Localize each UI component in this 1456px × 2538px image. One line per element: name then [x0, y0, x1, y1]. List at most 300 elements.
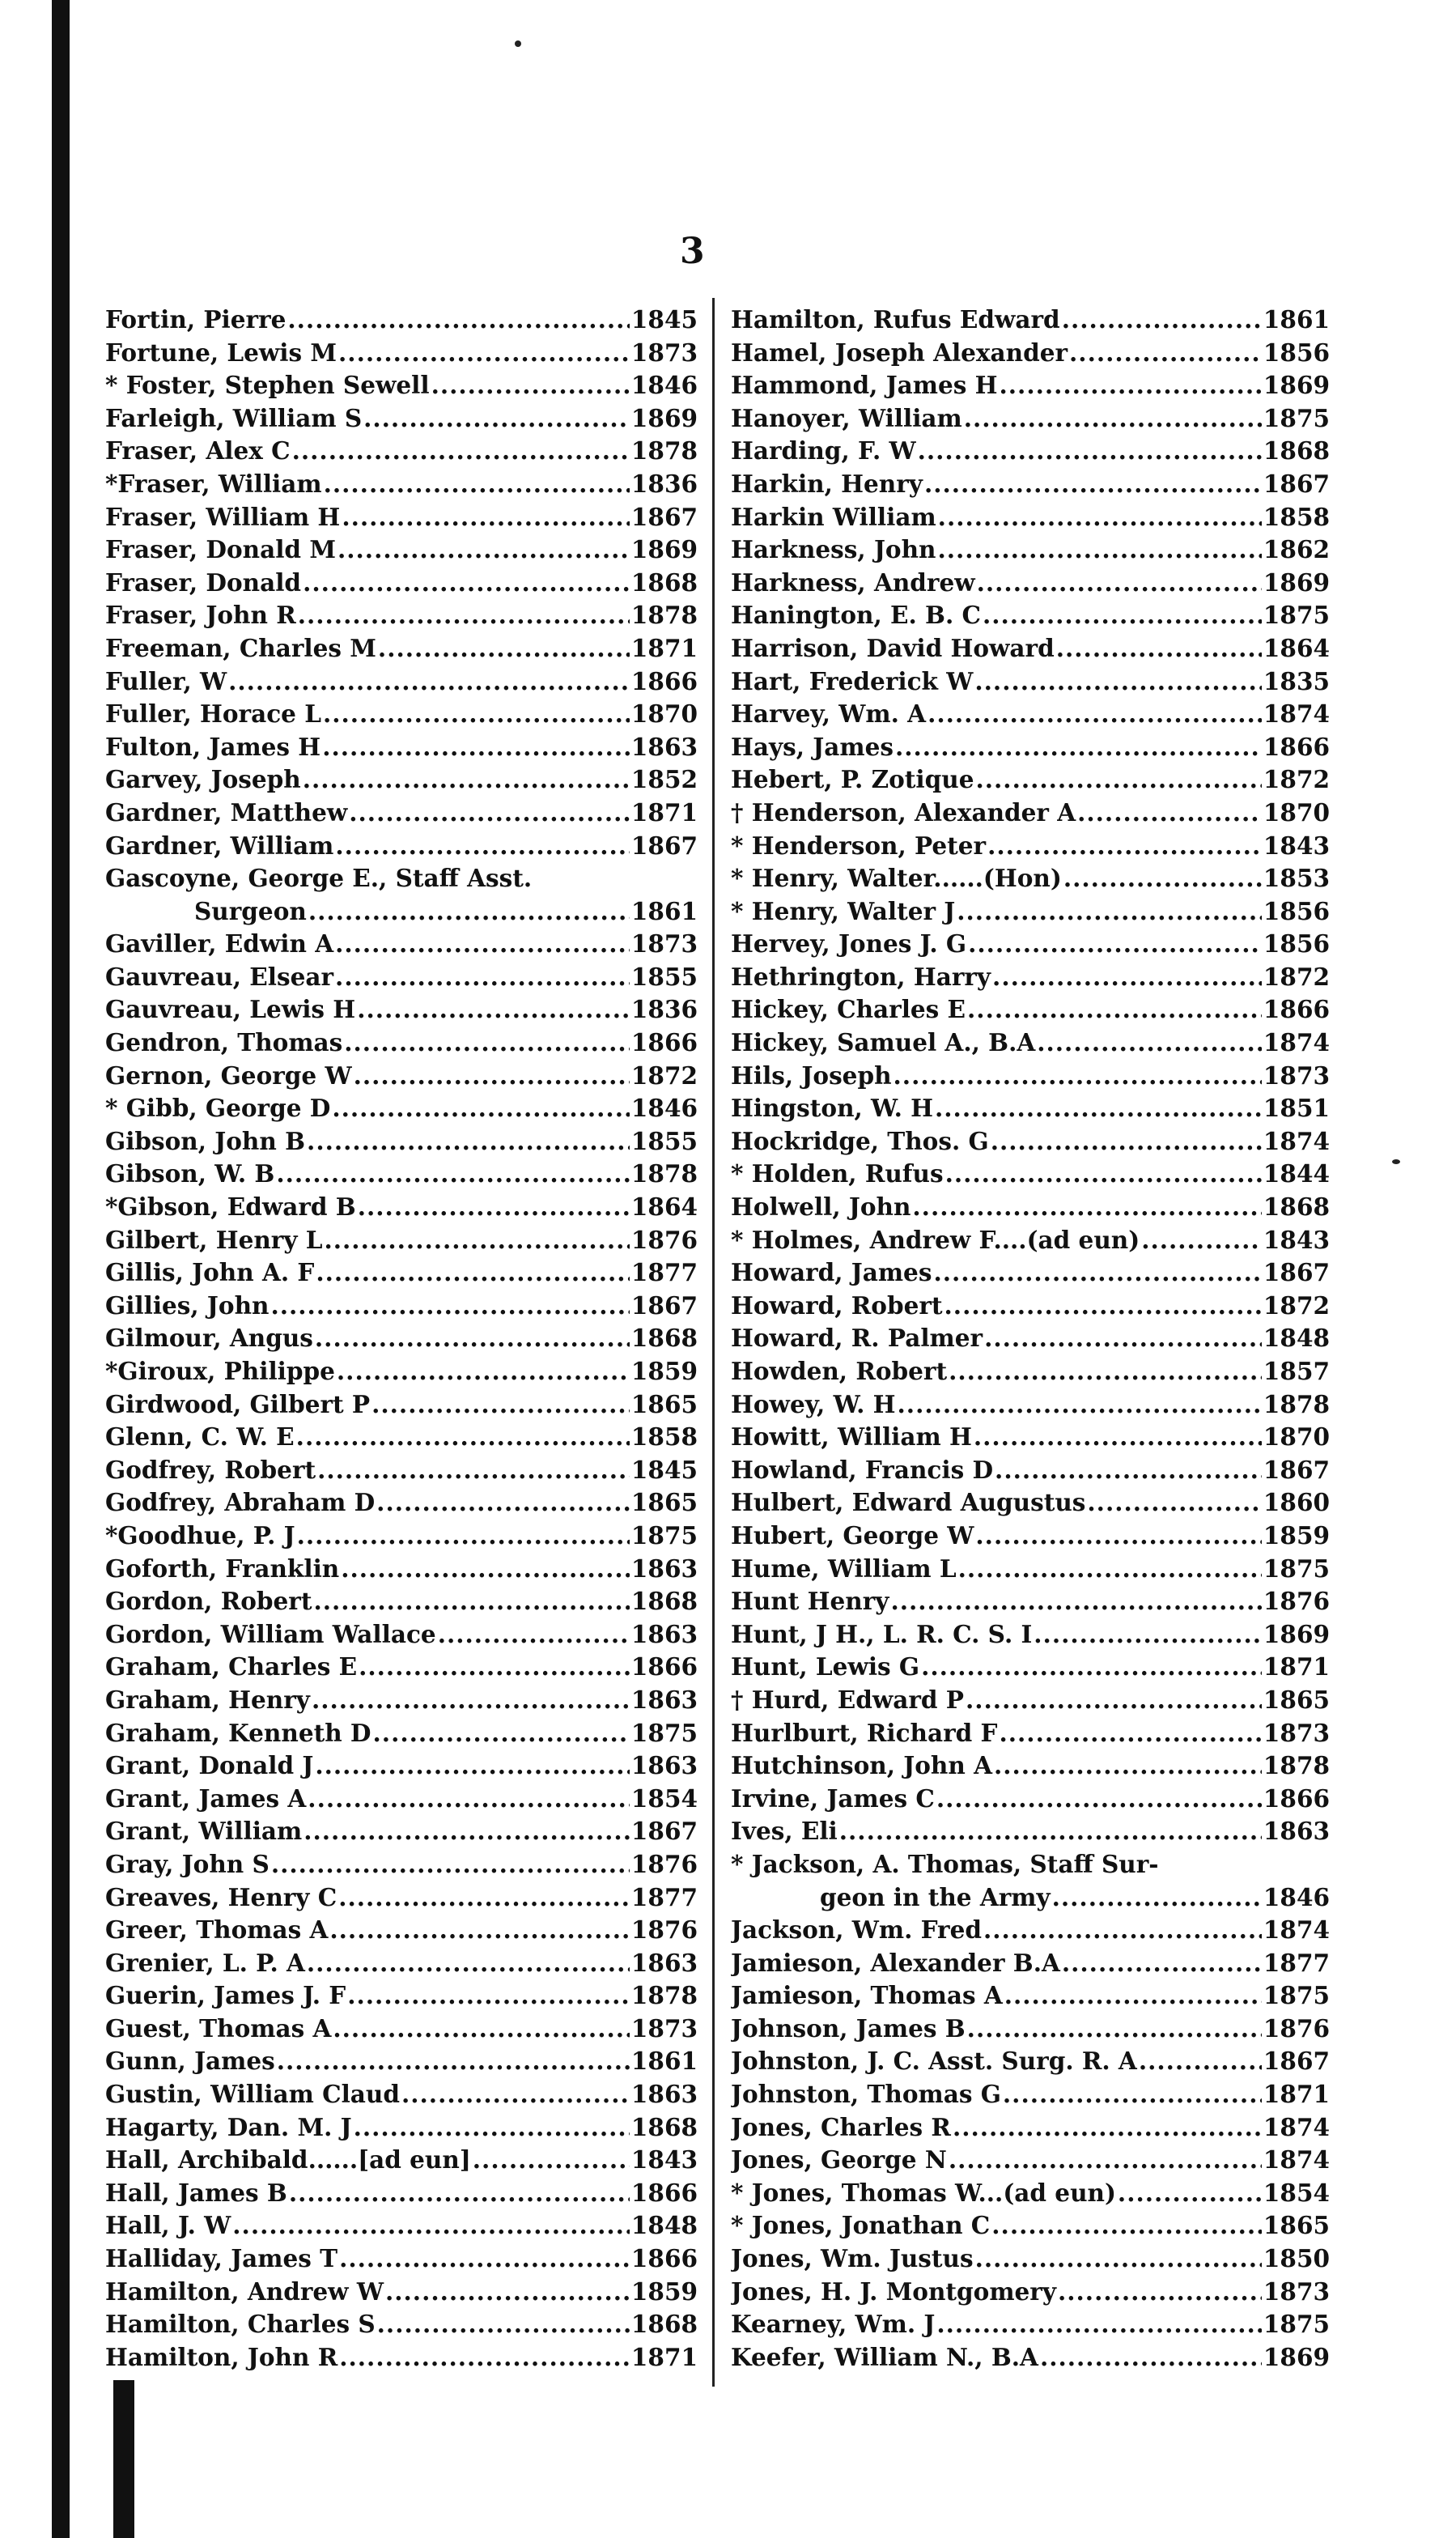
entry-year: 1877	[630, 1258, 698, 1287]
directory-entry	[731, 1651, 1330, 1684]
dot-leader	[271, 1848, 630, 1881]
entry-year: 1856	[1263, 929, 1330, 959]
entry-year: 1867	[630, 831, 698, 860]
directory-entry	[105, 2177, 698, 2210]
entry-name: Hubert, George W	[731, 1520, 974, 1550]
entry-name: Harding, F. W	[731, 436, 916, 466]
directory-entry	[105, 1060, 698, 1093]
previous-column-fragment	[0, 2308, 105, 2341]
dot-leader	[337, 1355, 630, 1388]
entry-name: Jamieson, Alexander B.A	[731, 1948, 1060, 1977]
directory-entry	[105, 1979, 698, 2013]
entry-year: 1869	[1263, 2342, 1330, 2371]
previous-column-fragment	[0, 1783, 105, 1816]
entry-name: Hays, James	[731, 732, 894, 761]
entry-name: Hulbert, Edward Augustus	[731, 1488, 1086, 1517]
dot-leader	[335, 961, 630, 994]
entry-year: 1866	[630, 1028, 698, 1057]
entry-name: Gilbert, Henry L	[105, 1225, 323, 1254]
directory-entry	[105, 1815, 698, 1848]
entry-name: *Goodhue, P. J	[105, 1520, 295, 1550]
dot-leader	[937, 534, 1261, 567]
dot-leader	[308, 895, 630, 929]
dot-leader	[325, 1224, 630, 1257]
previous-column-fragment	[0, 1914, 105, 1947]
entry-year: 1867	[1263, 2047, 1330, 2076]
entry-name: Guerin, James J. F	[105, 1981, 346, 2010]
entry-year: 1850	[1263, 2244, 1330, 2273]
dot-leader	[839, 1815, 1262, 1848]
entry-name: Gunn, James	[105, 2047, 275, 2076]
directory-entry	[105, 337, 698, 370]
entry-year: 1875	[1263, 2310, 1330, 2339]
entry-name: Hanington, E. B. C	[731, 601, 981, 630]
entry-year: 1867	[630, 1290, 698, 1320]
entry-name: Goforth, Franklin	[105, 1554, 340, 1583]
entry-year: 1874	[1263, 1126, 1330, 1155]
entry-name: Hebert, P. Zotique	[731, 765, 974, 794]
dot-leader	[363, 402, 630, 436]
entry-year: 1844	[1263, 1159, 1330, 1188]
entry-name: † Henderson, Alexander A	[731, 797, 1076, 827]
dot-leader	[357, 993, 630, 1027]
entry-name: Grant, James A	[105, 1783, 307, 1813]
directory-entry	[105, 763, 698, 797]
directory-entry	[731, 1979, 1330, 2013]
directory-entry	[731, 797, 1330, 830]
entry-name: Grenier, L. P. A	[105, 1948, 305, 1977]
dot-leader	[276, 1158, 630, 1191]
entry-name: * Holden, Rufus	[731, 1159, 944, 1188]
dot-leader	[339, 2243, 630, 2276]
dot-leader	[895, 731, 1262, 764]
directory-entry	[105, 1224, 698, 1257]
entry-name: Hurlburt, Richard F	[731, 1718, 998, 1747]
entry-year: 1869	[1263, 1619, 1330, 1648]
previous-column-fragment	[0, 2078, 105, 2111]
entry-year: 1872	[1263, 765, 1330, 794]
dot-leader	[347, 1979, 630, 2013]
directory-entry	[105, 1388, 698, 1422]
directory-entry	[105, 1848, 698, 1881]
directory-entry	[731, 1191, 1330, 1224]
entry-year: 1878	[1263, 1751, 1330, 1780]
dot-leader	[974, 665, 1262, 699]
directory-entry	[105, 1027, 698, 1060]
entry-year: 1858	[1263, 502, 1330, 531]
entry-name: Gibson, W. B	[105, 1159, 275, 1188]
entry-year: 1843	[630, 2145, 698, 2175]
dot-leader	[1004, 1979, 1262, 2013]
directory-entry	[105, 1749, 698, 1783]
entry-name: Jones, George N	[731, 2145, 947, 2175]
entry-name: Hockridge, Thos. G	[731, 1126, 989, 1155]
directory-entry	[105, 1553, 698, 1586]
directory-entry	[731, 1125, 1330, 1158]
entry-name: Farleigh, William S	[105, 403, 363, 432]
entry-name: Harvey, Wm. A	[731, 699, 927, 729]
previous-column-fragment	[0, 665, 105, 699]
previous-column-fragment	[0, 1290, 105, 1323]
directory-entry	[105, 1125, 698, 1158]
entry-year: 1867	[630, 1817, 698, 1846]
dot-leader	[270, 1290, 629, 1323]
entry-year: 1865	[1263, 1685, 1330, 1714]
entry-name: Johnston, Thomas G	[731, 2080, 1001, 2109]
entry-year: 1854	[1263, 2178, 1330, 2207]
entry-name: Gardner, William	[105, 831, 334, 860]
previous-column-fragment	[0, 1191, 105, 1224]
entry-name: Gaviller, Edwin A	[105, 929, 334, 959]
dot-leader	[1139, 2045, 1262, 2078]
entry-name: Howitt, William H	[731, 1422, 972, 1452]
directory-entry	[731, 1881, 1330, 1915]
directory-entry	[105, 1651, 698, 1684]
entry-name: Fraser, John R	[105, 601, 296, 630]
dot-leader	[1000, 369, 1262, 402]
dot-leader	[949, 2144, 1262, 2177]
entry-year: 1868	[630, 568, 698, 597]
entry-name: Fraser, Donald M	[105, 535, 336, 564]
dot-leader	[349, 797, 630, 830]
dot-leader	[329, 1914, 630, 1947]
directory-entry	[731, 534, 1330, 567]
entry-name: Graham, Charles E	[105, 1652, 358, 1681]
directory-entry	[731, 567, 1330, 600]
entry-name: Gauvreau, Lewis H	[105, 995, 356, 1024]
directory-entry	[731, 731, 1330, 764]
directory-entry	[731, 2111, 1330, 2145]
dot-leader	[944, 1290, 1262, 1323]
previous-column-fragment	[0, 1125, 105, 1158]
entry-year: 1851	[1263, 1094, 1330, 1123]
dot-leader	[992, 961, 1262, 994]
directory-entry	[731, 1848, 1330, 1881]
directory-entry	[105, 2144, 698, 2177]
entry-year: 1869	[630, 535, 698, 564]
directory-entry	[731, 1322, 1330, 1355]
dot-leader	[323, 698, 630, 731]
dot-leader	[935, 1092, 1262, 1125]
dot-leader	[1118, 2177, 1262, 2210]
entry-year: 1875	[1263, 403, 1330, 432]
directory-entry	[105, 1092, 698, 1125]
entry-name: Gascoyne, George E., Staff Asst.	[105, 864, 533, 893]
previous-column-fragment	[0, 698, 105, 731]
entry-name: Gibson, John B	[105, 1126, 306, 1155]
directory-entry	[105, 2111, 698, 2145]
dot-leader	[303, 567, 630, 600]
entry-name: Fuller, W	[105, 666, 227, 695]
previous-column-fragment	[0, 1553, 105, 1586]
directory-entry	[731, 1684, 1330, 1717]
entry-name: * Holmes, Andrew F....(ad eun)	[731, 1225, 1140, 1254]
entry-name: Freeman, Charles M	[105, 633, 376, 662]
entry-year: 1873	[1263, 1061, 1330, 1090]
entry-name: Harkin William	[731, 502, 936, 531]
previous-column-fragment	[0, 1848, 105, 1881]
previous-column-fragment	[0, 993, 105, 1027]
dot-leader	[1058, 2276, 1262, 2309]
entry-year: 1843	[1263, 1225, 1330, 1254]
previous-column-fragment	[0, 1651, 105, 1684]
entry-name: Howard, R. Palmer	[731, 1324, 983, 1353]
entry-name: Hunt, J H., L. R. C. S. I	[731, 1619, 1033, 1648]
previous-column-fragment	[0, 1979, 105, 2013]
previous-column-fragment	[0, 2013, 105, 2046]
entry-year: 1856	[1263, 338, 1330, 367]
previous-column-fragment	[0, 599, 105, 632]
previous-column-fragment	[0, 369, 105, 402]
previous-column-fragment	[0, 337, 105, 370]
entry-name: Godfrey, Abraham D	[105, 1488, 376, 1517]
previous-column-fragment	[0, 1092, 105, 1125]
directory-entry	[105, 1421, 698, 1454]
previous-column-fragment	[0, 1684, 105, 1717]
entry-year: 1871	[630, 797, 698, 827]
previous-column-fragment	[0, 2144, 105, 2177]
entry-year: 1878	[630, 436, 698, 466]
entry-year: 1859	[630, 2277, 698, 2306]
dot-leader	[277, 2045, 630, 2078]
entry-year: 1871	[630, 633, 698, 662]
entry-name: Fuller, Horace L	[105, 699, 321, 729]
entry-year: 1861	[630, 2047, 698, 2076]
previous-column-fragment	[0, 1224, 105, 1257]
directory-entry	[731, 862, 1330, 895]
entry-year: 1875	[1263, 1554, 1330, 1583]
dot-leader	[983, 599, 1262, 632]
previous-column-fragment	[0, 1060, 105, 1093]
entry-year: 1870	[1263, 797, 1330, 827]
directory-entry	[731, 2276, 1330, 2309]
entry-name: Hunt, Lewis G	[731, 1652, 920, 1681]
entry-name: Gendron, Thomas	[105, 1028, 343, 1057]
dot-leader	[338, 337, 630, 370]
directory-entry	[731, 1618, 1330, 1652]
entry-year: 1860	[1263, 1488, 1330, 1517]
directory-entry	[731, 435, 1330, 468]
entry-name: Jamieson, Thomas A	[731, 1981, 1003, 2010]
entry-name: *Fraser, William	[105, 469, 322, 498]
entry-year: 1874	[1263, 2145, 1330, 2175]
entry-year: 1848	[630, 2211, 698, 2240]
directory-entry	[105, 2078, 698, 2111]
dot-leader	[473, 2144, 630, 2177]
directory-entry	[105, 1191, 698, 1224]
entry-year: 1876	[630, 1225, 698, 1254]
directory-entry	[105, 435, 698, 468]
entry-year: 1869	[1263, 568, 1330, 597]
dot-leader	[933, 1256, 1261, 1290]
dot-leader	[322, 731, 630, 764]
dot-leader	[341, 1553, 630, 1586]
entry-name: Hagarty, Dan. M. J	[105, 2112, 352, 2141]
entry-year: 1878	[1263, 1389, 1330, 1418]
entry-name: Fraser, William H	[105, 502, 341, 531]
entry-name: * Jones, Jonathan C	[731, 2211, 991, 2240]
previous-column-fragment	[0, 2177, 105, 2210]
entry-year: 1873	[630, 2013, 698, 2043]
dot-leader	[377, 2308, 630, 2341]
directory-entry	[105, 2045, 698, 2078]
previous-column-fragment	[0, 1618, 105, 1652]
entry-year: 1852	[630, 765, 698, 794]
previous-column-fragment	[0, 731, 105, 764]
directory-entry	[731, 1158, 1330, 1191]
previous-column-fragment	[0, 895, 105, 929]
dot-leader	[296, 1421, 630, 1454]
previous-column-fragment	[0, 304, 105, 337]
dot-leader	[358, 1191, 630, 1224]
entry-name: * Henry, Walter......(Hon)	[731, 864, 1062, 893]
dot-leader	[918, 435, 1262, 468]
dot-leader	[1141, 1224, 1262, 1257]
entry-year: 1875	[630, 1718, 698, 1747]
directory-entry	[105, 665, 698, 699]
previous-column-fragment	[0, 797, 105, 830]
entry-year: 1863	[630, 1554, 698, 1583]
directory-entry	[105, 1256, 698, 1290]
previous-column-fragments	[0, 304, 105, 2407]
entry-year: 1874	[1263, 1915, 1330, 1945]
dot-leader	[967, 2013, 1262, 2046]
previous-column-fragment	[0, 2243, 105, 2276]
entry-year: 1872	[630, 1061, 698, 1090]
dot-leader	[1063, 862, 1262, 895]
directory-entry	[731, 1454, 1330, 1487]
directory-entry	[105, 1717, 698, 1750]
entry-year: 1868	[1263, 436, 1330, 466]
dot-leader	[898, 1388, 1262, 1422]
entry-year: 1868	[630, 2112, 698, 2141]
entry-name: Gardner, Matthew	[105, 797, 348, 827]
directory-entry	[105, 2209, 698, 2243]
entry-year: 1866	[630, 666, 698, 695]
entry-name: * Gibb, George D	[105, 1094, 331, 1123]
entry-name: Hart, Frederick W	[731, 666, 974, 695]
directory-entry	[105, 2308, 698, 2341]
previous-column-fragment	[0, 632, 105, 665]
entry-year: 1863	[1263, 1817, 1330, 1846]
entry-year: 1853	[1263, 864, 1330, 893]
entry-name: Harkness, John	[731, 535, 936, 564]
entry-year: 1866	[630, 1652, 698, 1681]
entry-name: Harkness, Andrew	[731, 568, 975, 597]
dot-leader	[977, 567, 1262, 600]
directory-entry	[731, 599, 1330, 632]
directory-entry	[731, 1520, 1330, 1553]
previous-column-fragment	[0, 1717, 105, 1750]
directory-entry	[105, 1618, 698, 1652]
entry-year: 1876	[1263, 1587, 1330, 1616]
dot-leader	[1062, 1947, 1262, 1980]
previous-column-fragment	[0, 2111, 105, 2145]
dot-leader	[342, 501, 630, 534]
directory-entry	[105, 1914, 698, 1947]
entry-year: 1865	[630, 1389, 698, 1418]
dot-leader	[964, 402, 1262, 436]
dot-leader	[298, 599, 630, 632]
directory-entry	[731, 2013, 1330, 2046]
directory-entry	[105, 797, 698, 830]
dot-leader	[958, 1553, 1262, 1586]
directory-entry	[731, 1815, 1330, 1848]
entry-name: Hall, James B	[105, 2178, 287, 2207]
directory-entry	[105, 1486, 698, 1520]
entry-year: 1877	[1263, 1948, 1330, 1977]
dot-leader	[974, 1421, 1262, 1454]
entry-year: 1846	[1263, 1882, 1330, 1911]
directory-entry	[105, 1454, 698, 1487]
dot-leader	[315, 1749, 630, 1783]
dot-leader	[1003, 2078, 1262, 2111]
entry-year: 1876	[630, 1849, 698, 1878]
directory-entry	[105, 567, 698, 600]
entry-year: 1869	[1263, 371, 1330, 400]
dot-leader	[1069, 337, 1262, 370]
directory-entry	[105, 993, 698, 1027]
left-column	[105, 304, 698, 2374]
entry-year: 1854	[630, 1783, 698, 1813]
entry-year: 1867	[1263, 1455, 1330, 1484]
previous-column-fragment	[0, 830, 105, 863]
entry-year: 1855	[630, 1126, 698, 1155]
previous-column-fragment	[0, 1815, 105, 1848]
entry-name: Gordon, William Wallace	[105, 1619, 436, 1648]
entry-year: 1872	[1263, 962, 1330, 991]
entry-year: 1868	[630, 1587, 698, 1616]
directory-entry	[731, 1914, 1330, 1947]
entry-year: 1836	[630, 995, 698, 1024]
dot-leader	[335, 928, 630, 961]
dot-leader	[335, 830, 629, 863]
entry-year: 1845	[630, 305, 698, 334]
entry-year: 1872	[1263, 1290, 1330, 1320]
directory-entry	[731, 1388, 1330, 1422]
directory-entry	[731, 961, 1330, 994]
previous-column-fragment	[0, 2276, 105, 2309]
dot-leader	[324, 468, 630, 501]
dot-leader	[983, 1914, 1262, 1947]
directory-entry	[105, 2341, 698, 2374]
previous-column-fragment	[0, 1585, 105, 1618]
previous-column-fragment	[0, 1520, 105, 1553]
dot-leader	[312, 1684, 630, 1717]
entry-name: Jackson, Wm. Fred	[731, 1915, 982, 1945]
previous-column-fragment	[0, 862, 105, 895]
directory-entry	[731, 928, 1330, 961]
dot-leader	[1052, 1881, 1262, 1915]
dot-leader	[359, 1651, 630, 1684]
entry-year: 1859	[1263, 1520, 1330, 1550]
dot-leader	[287, 304, 630, 337]
previous-column-fragment	[0, 435, 105, 468]
entry-year: 1870	[630, 699, 698, 729]
dot-leader	[376, 1486, 630, 1520]
dot-leader	[924, 468, 1262, 501]
entry-name: Hunt Henry	[731, 1587, 889, 1616]
dot-leader	[975, 2243, 1262, 2276]
entry-year: 1859	[630, 1357, 698, 1385]
dot-leader	[1087, 1486, 1261, 1520]
entry-name: Hamilton, Andrew W	[105, 2277, 384, 2306]
dot-leader	[945, 1158, 1262, 1191]
directory-entry	[105, 632, 698, 665]
entry-name: Howard, James	[731, 1258, 932, 1287]
entry-year: 1876	[1263, 2013, 1330, 2043]
dot-leader	[967, 993, 1262, 1027]
